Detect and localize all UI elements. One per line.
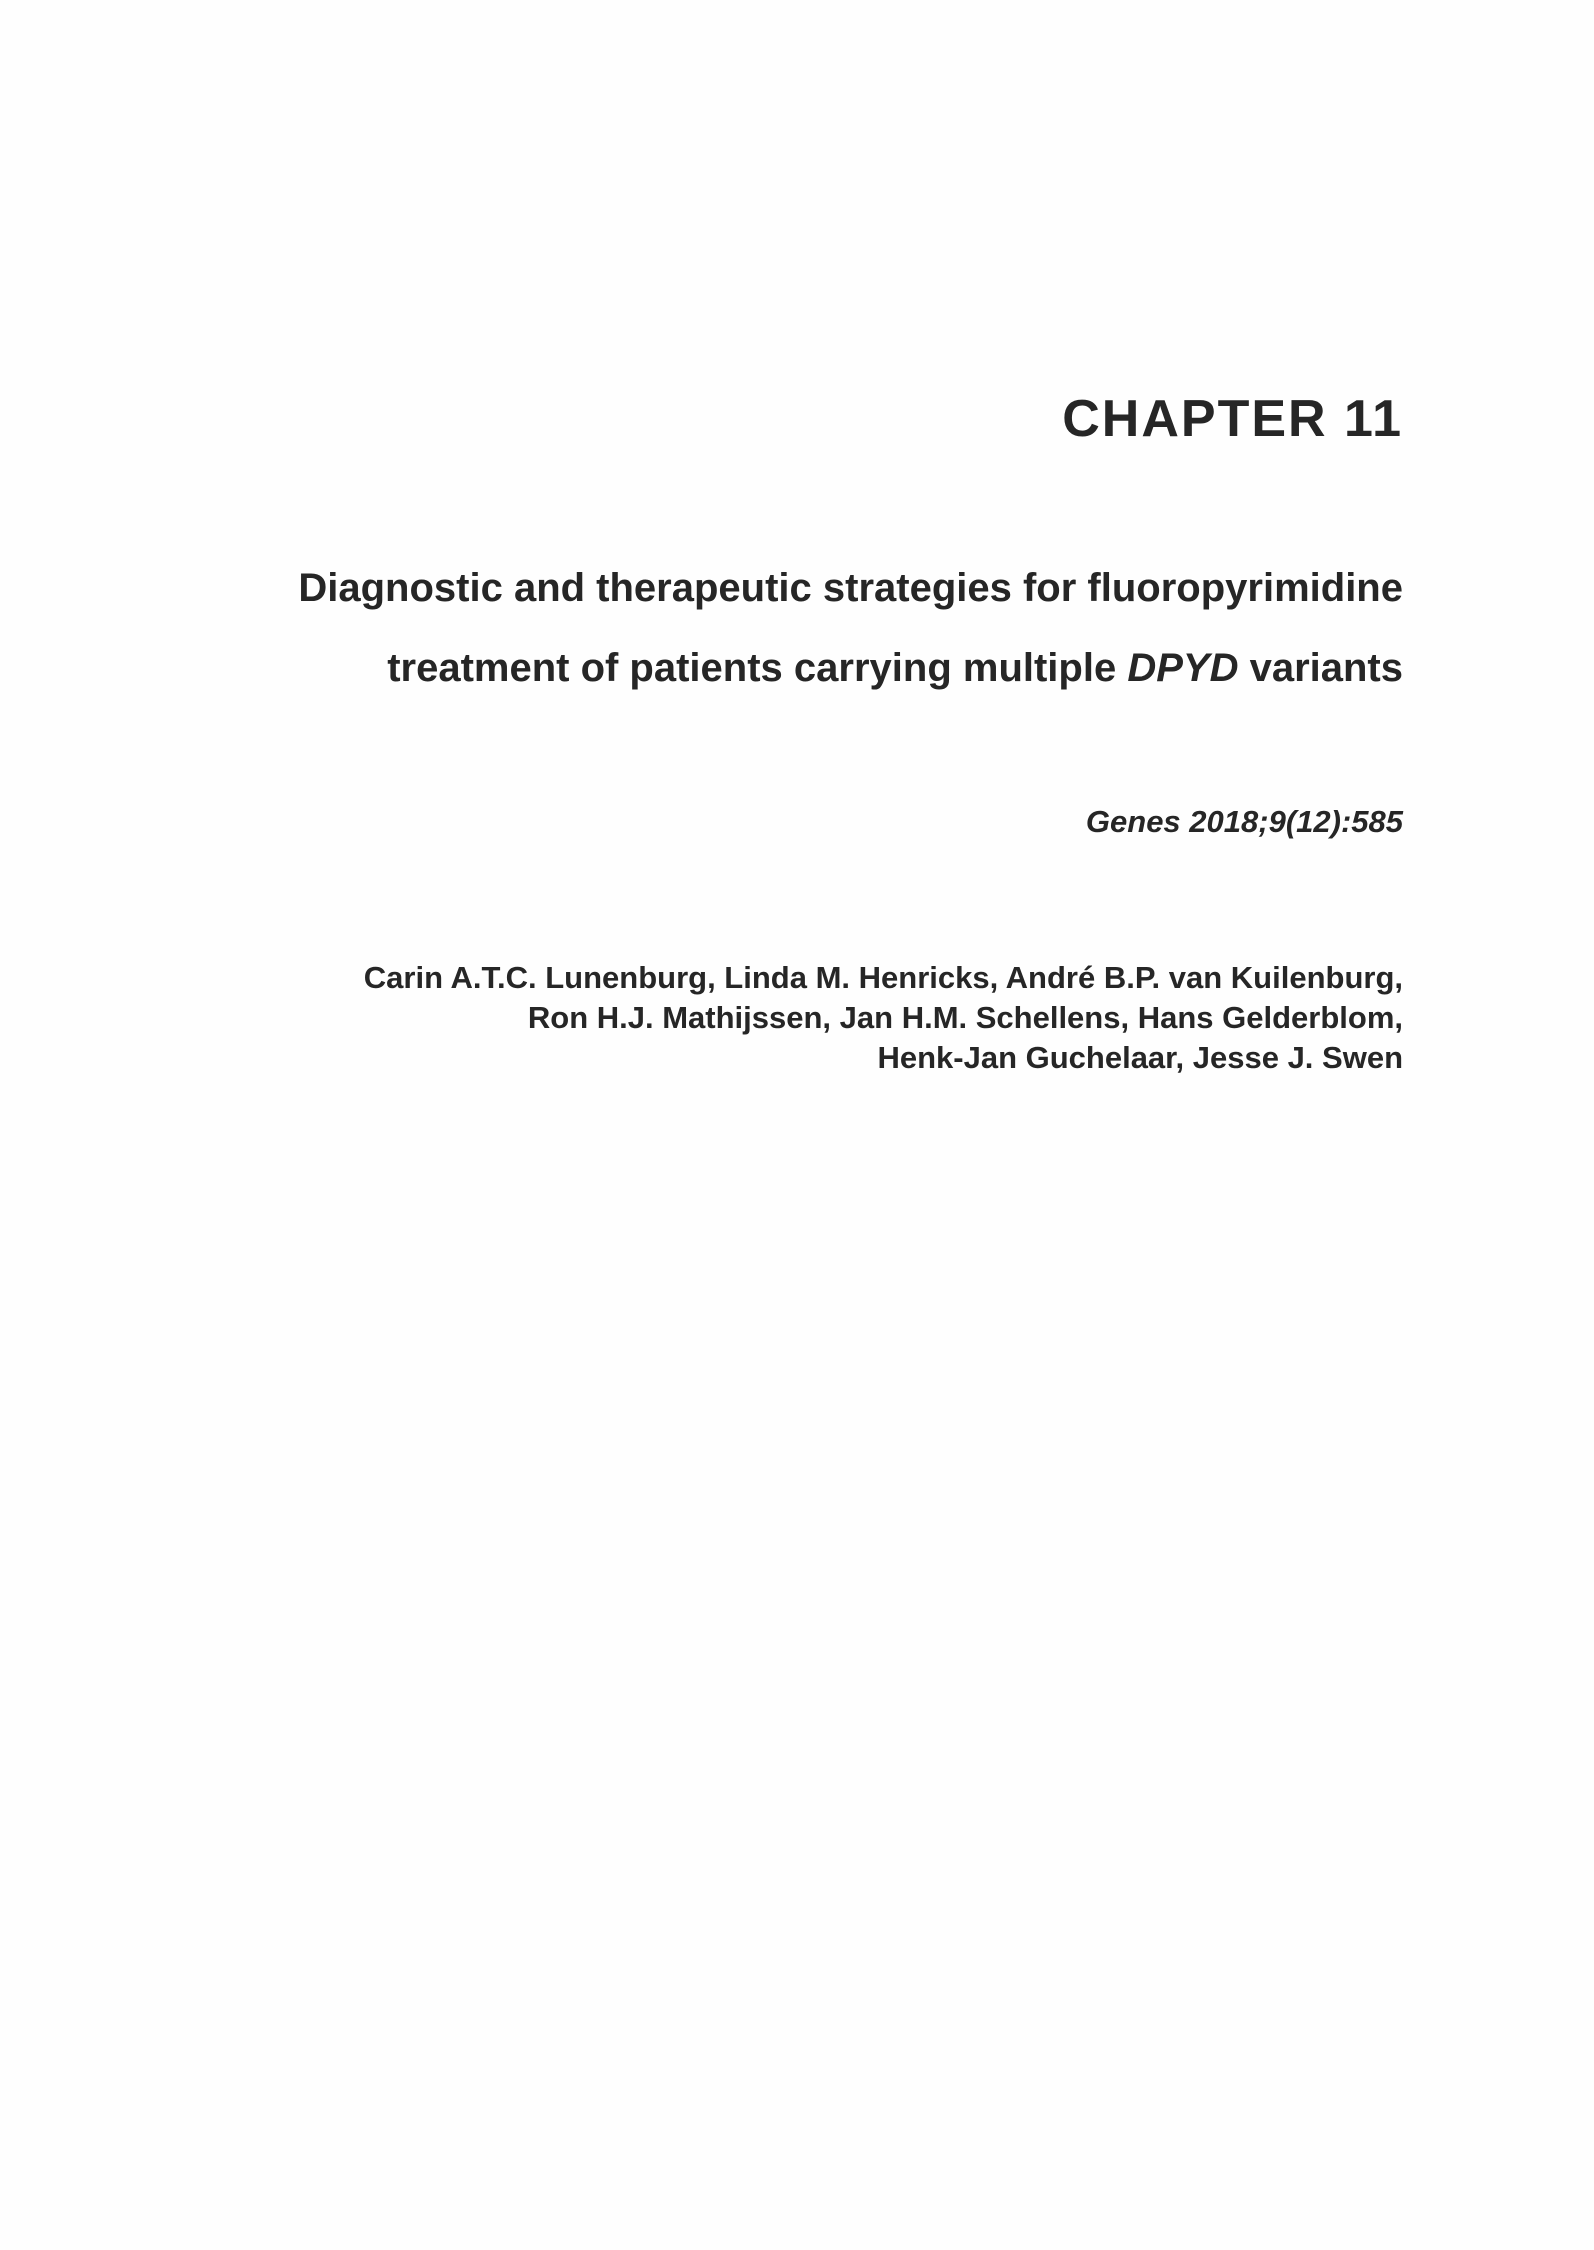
author-line-3: Henk-Jan Guchelaar, Jesse J. Swen — [877, 1040, 1403, 1075]
article-title — [298, 548, 1403, 708]
title-line-2 — [298, 628, 1403, 708]
title-line-2-suffix: variants — [1238, 646, 1403, 690]
title-line-1: Diagnostic and therapeutic strategies for fluoropyrimidine — [298, 566, 1403, 610]
author-line-2: Ron H.J. Mathijssen, Jan H.M. Schellens, Hans Gelderblom, — [527, 1000, 1403, 1035]
author-list — [364, 958, 1403, 1078]
author-line-1: Carin A.T.C. Lunenburg, Linda M. Henricks, André B.P. van Kuilenburg, — [363, 960, 1403, 995]
journal-citation: Genes 2018;9(12):585 — [1085, 804, 1403, 839]
gene-name: DPYD — [1127, 646, 1239, 690]
chapter-heading: CHAPTER 11 — [1062, 390, 1403, 448]
title-line-2-prefix: treatment of patients carrying multiple — [387, 646, 1128, 690]
